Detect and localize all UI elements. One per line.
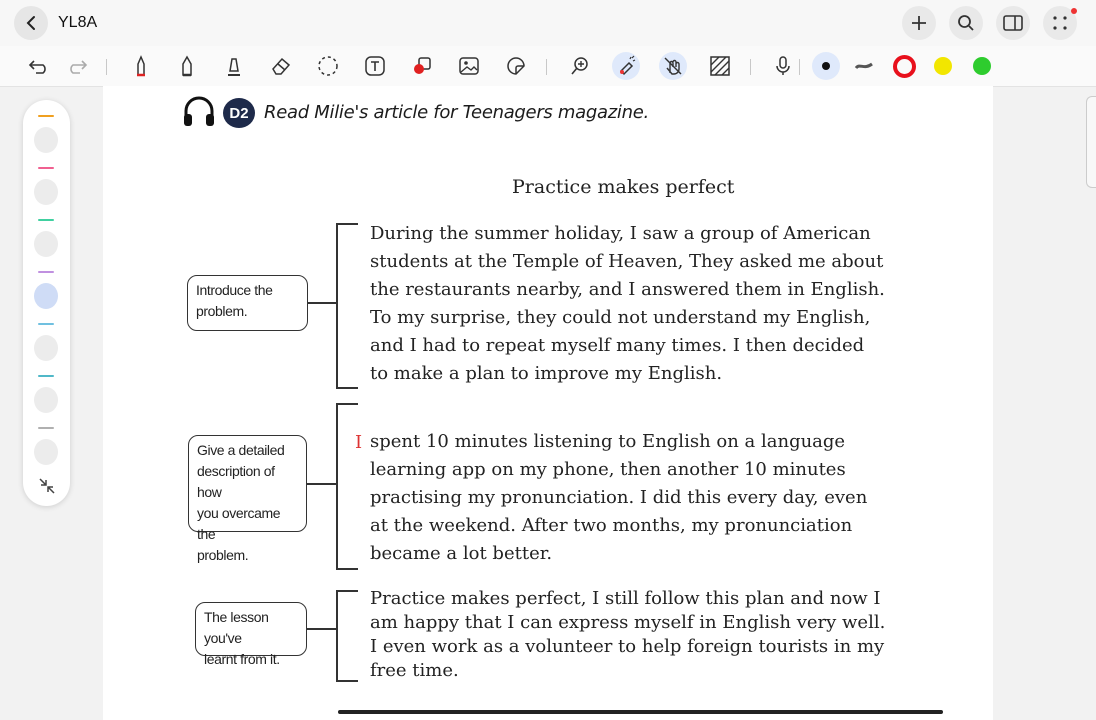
section-bracket (336, 403, 358, 570)
color-dot-icon (973, 57, 991, 75)
pen-preset-green[interactable] (34, 231, 58, 257)
text-line: To my surprise, they could not understand my English, (370, 307, 871, 328)
color-swatch-red[interactable] (890, 52, 918, 80)
color-dot-icon (934, 57, 952, 75)
drawing-toolbar (0, 46, 1096, 87)
laser-pointer-tool[interactable] (612, 52, 640, 80)
plus-icon (910, 14, 928, 32)
document-title: YL8A (58, 14, 98, 31)
label-line: learnt from it. (204, 651, 280, 667)
toolbar-divider (750, 59, 751, 75)
hand-icon (662, 55, 684, 77)
pen-icon (133, 55, 149, 77)
undo-button[interactable] (25, 52, 53, 80)
eraser-tool[interactable] (267, 52, 295, 80)
chevron-left-icon (23, 15, 39, 31)
stroke-size-small[interactable] (812, 52, 840, 80)
text-line: I even work as a volunteer to help foreign tourists in my (370, 636, 885, 657)
stroke-brush-icon (854, 60, 874, 72)
stroke-dot-icon (822, 62, 830, 70)
more-dots-icon (1051, 14, 1069, 32)
hand-tool[interactable] (659, 52, 687, 80)
page-scroll-handle[interactable] (1086, 96, 1096, 188)
image-icon (458, 56, 480, 76)
text-line: to make a plan to improve my English. (370, 363, 723, 384)
split-view-icon (1003, 15, 1023, 31)
microphone-button[interactable] (769, 52, 797, 80)
paragraph-intro (370, 220, 885, 388)
label-line: you overcame the (197, 505, 281, 542)
text-line: and I had to repeat myself many times. I then decided (370, 335, 865, 356)
text-cursor-icon: I (355, 432, 363, 453)
label-line: problem. (197, 547, 249, 563)
pen-palette (23, 100, 70, 506)
text-line: free time. (370, 660, 459, 681)
pencil-icon (179, 55, 195, 77)
color-swatch-green[interactable] (968, 52, 996, 80)
text-line: am happy that I can express myself in English very well. (370, 612, 886, 633)
zoom-tool[interactable] (566, 52, 594, 80)
microphone-icon (773, 55, 793, 77)
pen-preset-gray[interactable] (34, 439, 58, 465)
eraser-icon (270, 56, 292, 76)
toolbar-divider (799, 59, 800, 75)
back-button[interactable] (14, 6, 48, 40)
layout-button[interactable] (996, 6, 1030, 40)
toolbar-divider (106, 59, 107, 75)
highlighter-icon (225, 55, 243, 77)
text-line: spent 10 minutes listening to English on a language (370, 431, 846, 452)
pencil-tool[interactable] (173, 52, 201, 80)
zoom-icon (569, 55, 591, 77)
headphones-icon (182, 96, 216, 133)
pen-preset-pink[interactable] (34, 179, 58, 205)
instruction-text: Read Milie's article for Teenagers magazine. (264, 102, 649, 123)
text-line: During the summer holiday, I saw a group of American (370, 223, 871, 244)
connector-line (307, 483, 336, 485)
exercise-badge: D2 (223, 98, 255, 128)
pen-preset-orange[interactable] (34, 127, 58, 153)
label-line: problem. (196, 303, 248, 319)
image-tool[interactable] (455, 52, 483, 80)
stroke-size-medium[interactable] (850, 52, 878, 80)
texture-tool[interactable] (706, 52, 734, 80)
search-icon (957, 14, 975, 32)
text-line: students at the Temple of Heaven, They asked me about (370, 251, 884, 272)
label-line: Give a detailed (197, 442, 285, 458)
sticker-tool[interactable] (502, 52, 530, 80)
shapes-tool[interactable] (408, 52, 436, 80)
text-line: became a lot better. (370, 543, 553, 564)
lasso-tool[interactable] (314, 52, 342, 80)
paragraph-plan[interactable] (370, 428, 867, 568)
top-bar (0, 0, 1096, 46)
label-introduce-problem (187, 275, 308, 331)
pen-preset-teal[interactable] (34, 387, 58, 413)
paragraph-lesson (370, 587, 885, 683)
redo-button[interactable] (63, 52, 91, 80)
label-lesson-learnt (195, 602, 307, 667)
collapse-icon (37, 476, 57, 496)
color-swatch-yellow[interactable] (929, 52, 957, 80)
text-line: learning app on my phone, then another 10 minutes (370, 459, 846, 480)
text-line: Practice makes perfect, I still follow this plan and now I (370, 588, 881, 609)
sticker-icon (505, 55, 527, 77)
search-button[interactable] (949, 6, 983, 40)
color-ring-icon (893, 55, 916, 78)
label-line: Introduce the (196, 282, 273, 298)
pen-preset-blue[interactable] (34, 335, 58, 361)
section-bracket (336, 223, 358, 389)
label-line: description of how (197, 463, 275, 500)
label-detailed-description (188, 435, 307, 563)
shapes-icon (411, 55, 433, 77)
laser-pointer-icon (615, 55, 637, 77)
text-line: at the weekend. After two months, my pronunciation (370, 515, 853, 536)
add-page-button[interactable] (902, 6, 936, 40)
redo-icon (66, 58, 88, 74)
texture-icon (709, 55, 731, 77)
text-line: practising my pronunciation. I did this every day, even (370, 487, 868, 508)
notification-dot (1071, 8, 1077, 14)
pen-preset-purple[interactable] (34, 283, 58, 309)
page-bottom-rule (338, 710, 943, 714)
connector-line (308, 302, 336, 304)
section-bracket (336, 590, 358, 682)
pen-tool[interactable] (127, 52, 155, 80)
lasso-icon (317, 55, 339, 77)
text-tool[interactable] (361, 52, 389, 80)
toolbar-divider (546, 59, 547, 75)
label-line: The lesson you've (204, 609, 269, 646)
collapse-palette-button[interactable] (37, 476, 57, 501)
undo-icon (28, 58, 50, 74)
text-icon (364, 55, 386, 77)
highlighter-tool[interactable] (220, 52, 248, 80)
article-title: Practice makes perfect (512, 176, 735, 198)
connector-line (307, 628, 336, 630)
text-line: the restaurants nearby, and I answered them in English. (370, 279, 885, 300)
